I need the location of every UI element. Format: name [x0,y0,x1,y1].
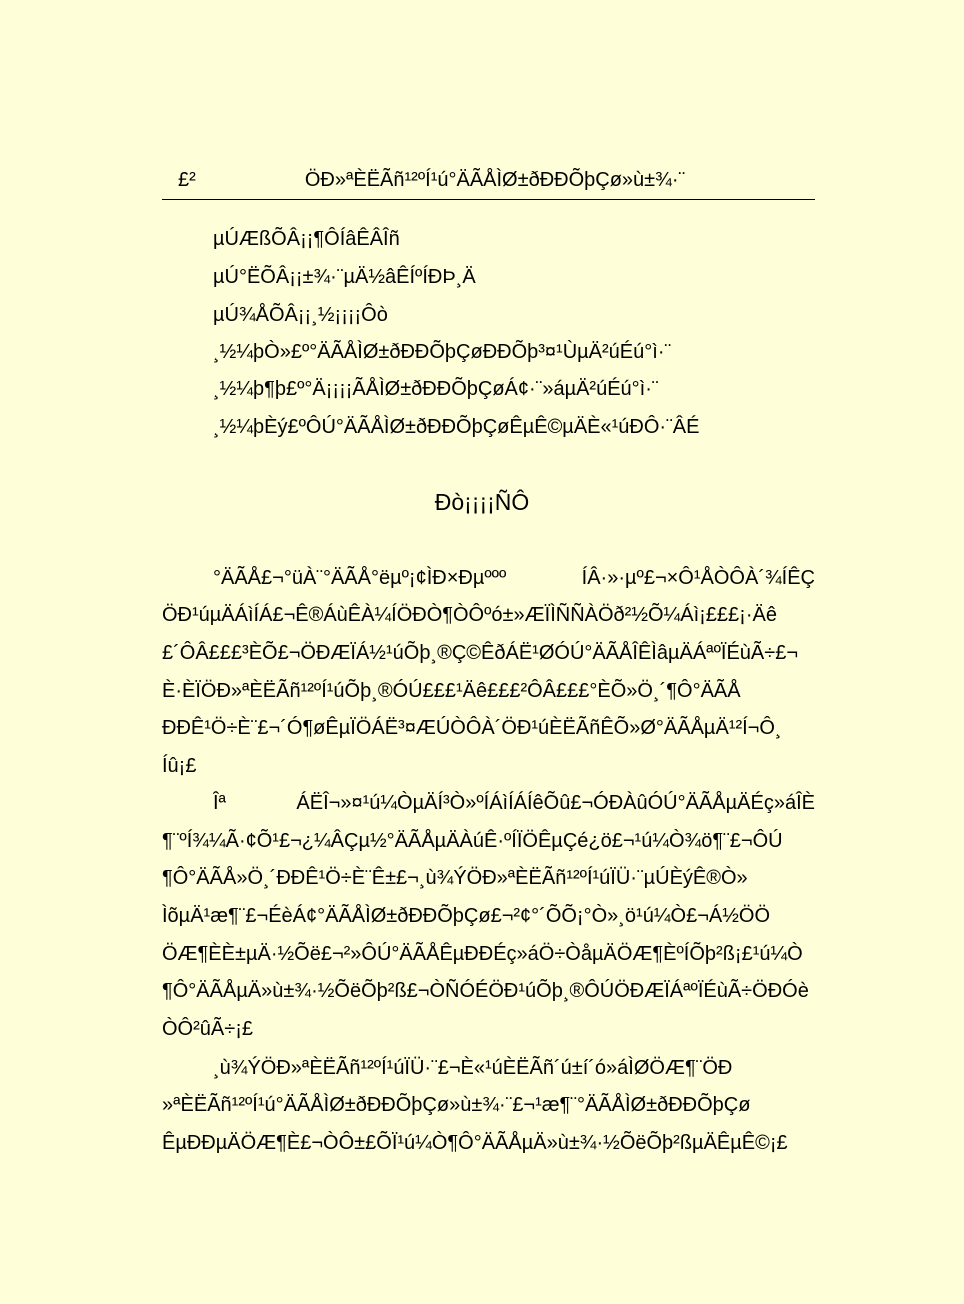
text-line: ÊµÐÐµÄÖÆ¶È£¬ÒÔ±£ÕÏ¹ú¼Ò¶Ô°ÄÃÅµÄ»ù±¾·½ÕëÕþ²ßµÄÊµÊ©¡£ [162,1132,788,1154]
text-line: ÖÆ¶ÈÈ±µÄ·½Õë£¬²»ÔÚ°ÄÃÅÊµÐÐÉç»áÖ÷ÒåµÄÖÆ¶ÈºÍÕþ²ß¡£¹ú¼Ò [162,943,803,965]
toc-item: µÚ°ËÕÂ¡¡±¾·¨µÄ½âÊÍºÍÐÞ¸Ä [213,266,476,288]
section-heading: Ðò¡¡¡¡ÑÔ [434,489,530,515]
text-line: ÖÐ¹úµÄÁìÍÁ£¬Ê®ÁùÊÀ¼ÍÖÐÒ¶ÒÔºó±»ÆÏÌÑÑÀÖð²½Õ¼Áì¡£££¡·Äê [162,604,777,626]
text-line: È·ÈÏÖÐ»ªÈËÃñ¹²ºÍ¹úÕþ¸®ÓÚ£££¹Äê£££²ÔÂ£££°ÈÕ»Ö¸´¶Ô°ÄÃÅ [162,680,741,702]
toc-item: ¸½¼þÈý£ºÔÚ°ÄÃÅÌØ±ðÐÐÕþÇøÊµÊ©µÄÈ«¹úÐÔ·¨ÂÉ [213,416,700,438]
running-header-title: ÖÐ»ªÈËÃñ¹²ºÍ¹ú°ÄÃÅÌØ±ðÐÐÕþÇø»ù±¾·¨ [304,169,686,191]
toc-item: µÚ¾ÅÕÂ¡¡¸½¡¡¡¡Ôò [213,304,388,326]
toc-item: µÚÆßÕÂ¡¡¶ÔÍâÊÂÎñ [213,228,400,250]
text-line: ÐÐÊ¹Ö÷È¨£¬´Ó¶øÊµÏÖÁË³¤ÆÚÒÔÀ´ÖÐ¹úÈËÃñÊÕ»Ø°ÄÃÅµÄ¹²Í¬Ô¸ [162,717,782,739]
text-line: Íû¡£ [162,755,197,777]
text-line: ÒÔ²ûÃ÷¡£ [162,1018,253,1040]
text-line: ¶¨ºÍ¾¼Ã·¢Õ¹£¬¿¼ÂÇµ½°ÄÃÅµÄÀúÊ·ºÍÏÖÊµÇé¿ö£¬¹ú¼Ò¾ö¶¨£¬ÔÚ [162,830,783,852]
text-line: °ÄÃÅ£¬°üÀ¨°ÄÃÅ°ëµº¡¢ÌÐ×Ðµººº ÍÂ·»·µº£¬×Ô¹ÅÒÔÀ´¾ÍÊÇ [213,567,815,589]
header-rule [162,199,815,200]
text-line: »ªÈËÃñ¹²ºÍ¹ú°ÄÃÅÌØ±ðÐÐÕþÇø»ù±¾·¨£¬¹æ¶¨°ÄÃÅÌØ±ðÐÐÕþÇø [162,1094,751,1116]
text-line: £´ÔÂ£££³ÈÕ£¬ÖÐÆÏÁ½¹úÕþ¸®Ç©ÊðÁË¹ØÓÚ°ÄÃÅÎÊÌâµÄÁªºÏÉùÃ÷£¬ [162,642,799,664]
page-number: £² [178,169,196,191]
text-line: ¶Ô°ÄÃÅµÄ»ù±¾·½ÕëÕþ²ß£¬ÒÑÓÉÖÐ¹úÕþ¸®ÔÚÖÐÆÏÁªºÏÉùÃ÷ÖÐÓè [162,980,809,1002]
toc-item: ¸½¼þ¶þ£º°Ä¡¡¡¡ÃÅÌØ±ðÐÐÕþÇøÁ¢·¨»áµÄ²úÉú°ì·¨ [213,378,659,400]
text-line: Îª ÁËÎ¬»¤¹ú¼ÒµÄÍ³Ò»ºÍÁìÍÁÍêÕû£¬ÓÐÀûÓÚ°ÄÃÅµÄÉç»áÎÈ [213,792,815,814]
toc-item: ¸½¼þÒ»£º°ÄÃÅÌØ±ðÐÐÕþÇøÐÐÕþ³¤¹ÙµÄ²úÉú°ì·¨ [213,341,672,363]
text-line: ÌõµÄ¹æ¶¨£¬ÉèÁ¢°ÄÃÅÌØ±ðÐÐÕþÇø£¬²¢°´ÕÕ¡°Ò»¸ö¹ú¼Ò£¬Á½ÖÖ [162,905,771,927]
text-line: ¶Ô°ÄÃÅ»Ö¸´ÐÐÊ¹Ö÷È¨Ê±£¬¸ù¾ÝÖÐ»ªÈËÃñ¹²ºÍ¹úÏÜ·¨µÚÈýÊ®Ò» [162,867,748,889]
text-line: ¸ù¾ÝÖÐ»ªÈËÃñ¹²ºÍ¹úÏÜ·¨£¬È«¹úÈËÃñ´ú±í´ó»áÌØÖÆ¶¨ÖÐ [213,1057,733,1079]
